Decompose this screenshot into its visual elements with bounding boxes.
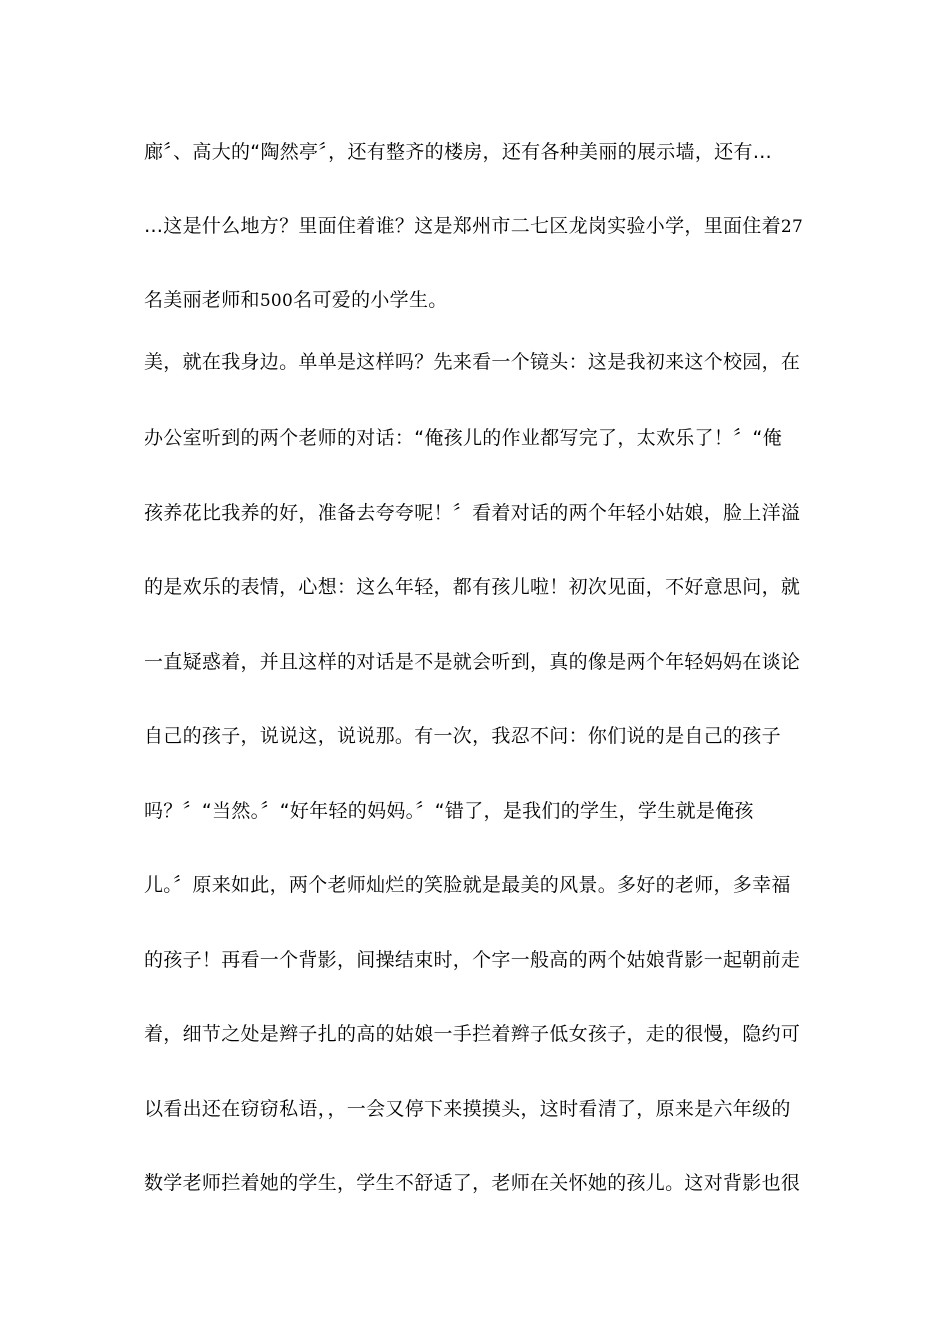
text-line: 办公室听到的两个老师的对话：“俺孩儿的作业都写完了，太欢乐了！〞“俺 [144,427,782,449]
text-line: 以看出还在窃窃私语，，一会又停下来摸摸头，这时看清了，原来是六年级的 [144,1098,791,1120]
text-line: 廊〞、高大的“陶然亭〞，还有整齐的楼房，还有各种美丽的展示墙，还有… [144,141,773,163]
text-segment: …这是什么地方？里面住着谁？这是郑州市二七区龙岗实验小学，里面住着 [144,215,781,237]
text-line [144,288,804,313]
number-500: 500 [259,291,294,311]
text-segment: 名可爱的小学生。 [293,289,448,311]
text-line: 孩养花比我养的好，准备去夸夸呢！〞看着对话的两个年轻小姑娘，脸上洋溢 [144,502,801,524]
text-line: 一直疑惑着，并且这样的对话是不是就会听到，真的像是两个年轻妈妈在谈论 [144,651,801,673]
text-line: 儿。〞原来如此，两个老师灿烂的笑脸就是最美的风景。多好的老师，多幸福 [144,874,791,896]
text-line: 的是欢乐的表情，心想：这么年轻，都有孩儿啦！初次见面，不好意思问，就 [144,576,801,598]
number-27: 27 [780,217,804,237]
text-line: 数学老师拦着她的学生，学生不舒适了，老师在关怀她的孩儿。这对背影也很 [144,1172,801,1194]
text-line: 自己的孩子，说说这，说说那。有一次，我忍不问：你们说的是自己的孩子 [144,725,781,747]
text-line: 的孩子！再看一个背影，间操结束时，个字一般高的两个姑娘背影一起朝前走 [144,949,801,971]
text-segment: 名美丽老师和 [144,289,260,311]
text-line [144,214,804,239]
text-line: 着，细节之处是辫子扎的高的姑娘一手拦着辫子低女孩子，走的很慢，隐约可 [144,1023,801,1045]
text-line: 美，就在我身边。单单是这样吗？先来看一个镜头：这是我初来这个校园，在 [144,351,801,373]
text-line: 吗？〞“当然。〞“好年轻的妈妈。〞“错了，是我们的学生，学生就是俺孩 [144,800,754,822]
